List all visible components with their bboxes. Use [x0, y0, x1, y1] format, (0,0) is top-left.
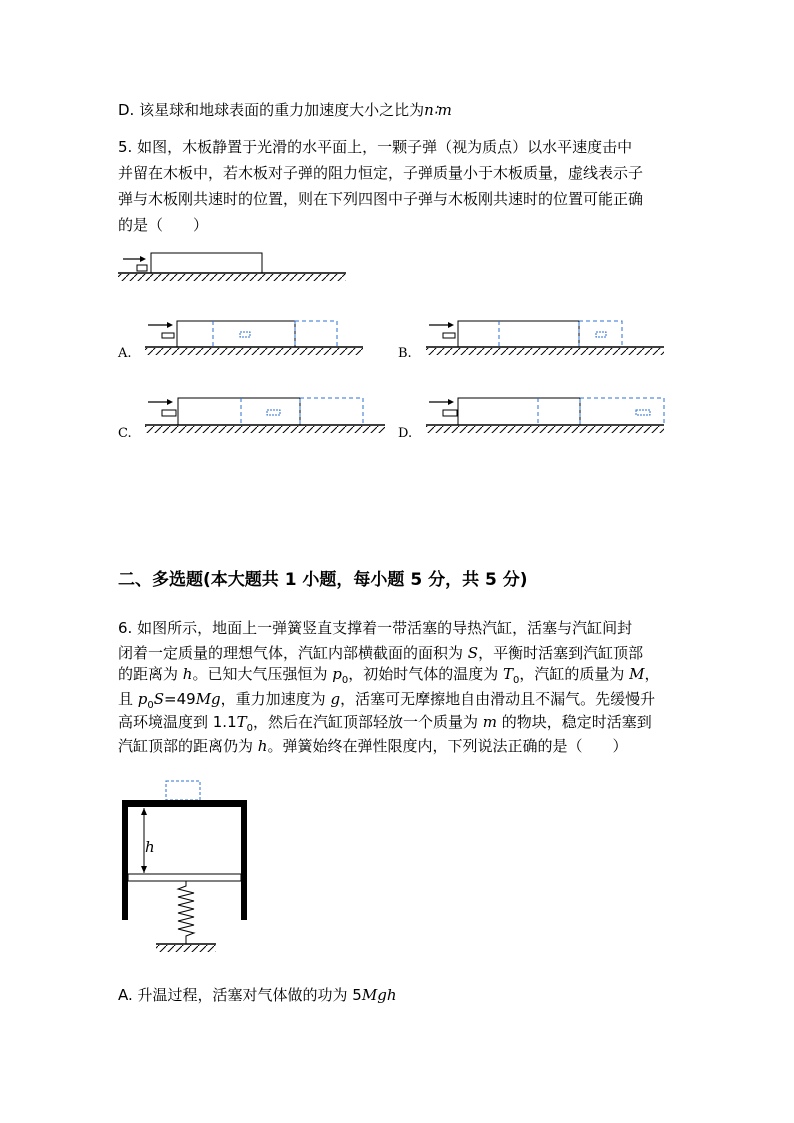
- q6-option-a[interactable]: A. 升温过程，活塞对气体做的功为 5Mgh: [118, 986, 397, 1004]
- q5-option-c-figure[interactable]: [145, 395, 390, 437]
- q6-line-1: 6. 如图所示，地面上一弹簧竖直支撑着一带活塞的导热汽缸，活塞与汽缸间封: [118, 619, 633, 637]
- q6-line-5: 高环境温度到 $1.1T_0$，然后在汽缸顶部轻放一个质量为 m 的物块，稳定时活塞到: [118, 713, 652, 734]
- q6-line-3: 的距离为 h。已知大气压强恒为 $p_0$，初始时气体的温度为 $T_0$，汽缸的质量为 M，: [118, 665, 660, 686]
- q5-option-b-label[interactable]: B.: [398, 346, 412, 361]
- q5-option-b-figure[interactable]: [426, 318, 671, 358]
- figure-label-h: h: [145, 838, 155, 856]
- q6-line-2: 闭着一定质量的理想气体，汽缸内部横截面的面积为 S，平衡时活塞到汽缸顶部: [118, 644, 644, 662]
- q5-line-1: 5. 如图，木板静置于光滑的水平面上，一颗子弹（视为质点）以水平速度击中: [118, 138, 633, 156]
- q4-option-d: D. 该星球和地球表面的重力加速度大小之比为n∶m: [118, 101, 452, 119]
- q5-line-2: 并留在木板中，若木板对子弹的阻力恒定，子弹质量小于木板质量，虚线表示子: [118, 164, 644, 182]
- section-heading: 二、多选题(本大题共 1 小题，每小题 5 分，共 5 分): [118, 570, 528, 590]
- cylinder-figure: [118, 778, 258, 958]
- q5-option-d-label[interactable]: D.: [398, 426, 413, 441]
- q5-option-a-figure[interactable]: [145, 318, 370, 358]
- q5-main-figure: [118, 245, 358, 290]
- q5-line-4: 的是（ ）: [118, 216, 209, 234]
- q5-option-a-label[interactable]: A.: [118, 346, 132, 361]
- ratio: n∶m: [424, 101, 452, 119]
- q6-line-6: 汽缸顶部的距离仍为 h。弹簧始终在弹性限度内，下列说法正确的是（ ）: [118, 737, 628, 755]
- q5-option-d-figure[interactable]: [426, 395, 671, 437]
- q5-option-c-label[interactable]: C.: [118, 426, 132, 441]
- q5-line-3: 弹与木板刚共速时的位置，则在下列四图中子弹与木板刚共速时的位置可能正确: [118, 190, 644, 208]
- q6-line-4: 且 $p_0S=49Mg$，重力加速度为 g，活塞可无摩擦地自由滑动且不漏气。先缓慢升: [118, 690, 656, 711]
